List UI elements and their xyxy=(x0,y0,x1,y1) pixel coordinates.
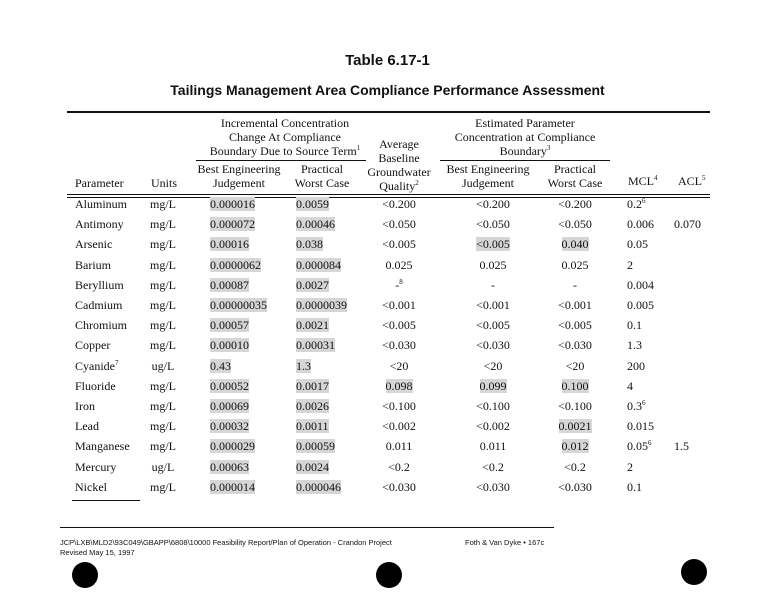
cell-inc-best xyxy=(210,237,290,251)
cell-inc-worst xyxy=(296,399,358,413)
cell-mcl-value: 0.006 xyxy=(627,217,654,231)
cell-baseline xyxy=(360,318,438,332)
cell-units xyxy=(143,338,183,352)
cell-est-best xyxy=(448,237,538,251)
header-top-rule xyxy=(67,111,710,113)
cell-baseline-value: <0.100 xyxy=(382,399,416,413)
header-bottom-rule xyxy=(67,194,710,195)
cell-mcl-value: 0.004 xyxy=(627,278,654,292)
cell-inc-worst-value: 0.00046 xyxy=(296,217,335,231)
cell-parameter xyxy=(75,338,145,352)
cell-mcl xyxy=(627,480,667,494)
cell-baseline xyxy=(360,439,438,453)
cell-inc-best xyxy=(210,399,290,413)
cell-baseline-value: 0.011 xyxy=(385,439,413,453)
cell-inc-best xyxy=(210,197,290,211)
cell-units-value: mg/L xyxy=(150,338,176,352)
cell-inc-best-value: 0.000029 xyxy=(210,439,255,453)
cell-mcl-value: 0.1 xyxy=(627,318,642,332)
cell-baseline-value: <0.030 xyxy=(382,338,416,352)
cell-parameter-value: Barium xyxy=(75,258,111,272)
cell-inc-worst xyxy=(296,298,358,312)
cell-units-value: mg/L xyxy=(150,278,176,292)
cell-mcl xyxy=(627,399,667,413)
cell-baseline xyxy=(360,237,438,251)
cell-mcl xyxy=(627,197,667,211)
cell-baseline xyxy=(360,379,438,393)
cell-baseline-value: <0.005 xyxy=(382,237,416,251)
cell-est-best xyxy=(448,298,538,312)
table-end-rule xyxy=(72,500,140,501)
cell-mcl xyxy=(627,278,667,292)
cell-est-worst-value: <0.050 xyxy=(558,217,592,231)
cell-mcl xyxy=(627,419,667,433)
cell-baseline-value: - xyxy=(395,278,400,292)
cell-est-best xyxy=(448,419,538,433)
cell-mcl xyxy=(627,460,667,474)
cell-mcl-value: 0.05 xyxy=(627,237,648,251)
cell-units xyxy=(143,480,183,494)
cell-inc-best-value: 0.00052 xyxy=(210,379,249,393)
cell-parameter-value: Cadmium xyxy=(75,298,123,312)
cell-parameter xyxy=(75,359,145,373)
cell-mcl xyxy=(627,298,667,312)
cell-est-best xyxy=(448,258,538,272)
cell-inc-worst xyxy=(296,460,358,474)
header-estimated-group xyxy=(440,116,610,158)
binder-hole-left xyxy=(72,562,98,588)
cell-inc-best xyxy=(210,318,290,332)
cell-mcl xyxy=(627,359,667,373)
cell-units-value: mg/L xyxy=(150,298,176,312)
cell-inc-best-value: 0.0000062 xyxy=(210,258,261,272)
cell-est-worst xyxy=(538,298,612,312)
cell-parameter-value: Arsenic xyxy=(75,237,113,251)
cell-inc-worst xyxy=(296,480,358,494)
cell-parameter xyxy=(75,197,145,211)
cell-est-worst xyxy=(538,379,612,393)
cell-parameter xyxy=(75,379,145,393)
header-average-baseline: Average Baseline Groundwater Quality$^2$ xyxy=(367,137,431,193)
cell-est-best xyxy=(448,197,538,211)
cell-baseline-value: <0.050 xyxy=(382,217,416,231)
cell-est-worst xyxy=(538,359,612,373)
cell-mcl-value: 0.005 xyxy=(627,298,654,312)
cell-est-worst-value: 0.0021 xyxy=(558,419,592,433)
cell-inc-worst-value: 0.0011 xyxy=(296,419,329,433)
cell-est-best-value: - xyxy=(491,278,495,292)
cell-units-value: mg/L xyxy=(150,379,176,393)
cell-est-best xyxy=(448,359,538,373)
cell-inc-worst-value: 0.0021 xyxy=(296,318,329,332)
cell-baseline-value: <0.002 xyxy=(382,419,416,433)
cell-inc-worst xyxy=(296,439,358,453)
cell-inc-worst-value: 1.3 xyxy=(296,359,311,373)
cell-parameter-value: Fluoride xyxy=(75,379,116,393)
cell-baseline-value: <0.001 xyxy=(382,298,416,312)
cell-est-best-value: 0.011 xyxy=(479,439,507,453)
cell-baseline xyxy=(360,399,438,413)
cell-mcl xyxy=(627,237,667,251)
cell-inc-best xyxy=(210,258,290,272)
cell-est-worst-value: 0.025 xyxy=(561,258,589,272)
cell-parameter-value: Chromium xyxy=(75,318,128,332)
cell-inc-best-value: 0.00032 xyxy=(210,419,249,433)
cell-baseline xyxy=(360,298,438,312)
header-incremental-line1: Incremental Concentration xyxy=(220,116,350,130)
cell-est-worst xyxy=(538,258,612,272)
cell-est-worst-value: 0.040 xyxy=(561,237,589,251)
cell-est-best xyxy=(448,399,538,413)
table-title: Table 6.17-1 xyxy=(345,52,430,69)
cell-baseline-footnote: 8 xyxy=(399,278,403,286)
cell-baseline-value: <0.200 xyxy=(382,197,416,211)
cell-inc-worst xyxy=(296,197,358,211)
cell-mcl-value: 0.015 xyxy=(627,419,654,433)
cell-units-value: mg/L xyxy=(150,480,176,494)
cell-baseline xyxy=(360,197,438,211)
cell-inc-best-value: 0.00016 xyxy=(210,237,249,251)
cell-mcl-footnote: 6 xyxy=(642,197,646,205)
cell-inc-worst-value: 0.0059 xyxy=(296,197,329,211)
cell-inc-worst-value: 0.00059 xyxy=(296,439,335,453)
cell-units xyxy=(143,258,183,272)
cell-inc-best-value: 0.000016 xyxy=(210,197,255,211)
cell-inc-best xyxy=(210,419,290,433)
cell-parameter-value: Beryllium xyxy=(75,278,124,292)
cell-baseline-value: 0.025 xyxy=(385,258,413,272)
cell-est-best xyxy=(448,439,538,453)
cell-parameter-value: Iron xyxy=(75,399,95,413)
cell-est-worst xyxy=(538,278,612,292)
footer-right: Foth & Van Dyke • 167c xyxy=(465,538,545,547)
cell-units-value: ug/L xyxy=(151,359,175,373)
cell-est-worst-value: 0.100 xyxy=(561,379,589,393)
cell-inc-best-value: 0.000014 xyxy=(210,480,255,494)
cell-units-value: mg/L xyxy=(150,419,176,433)
cell-units xyxy=(143,460,183,474)
cell-parameter xyxy=(75,419,145,433)
cell-est-best-value: <0.002 xyxy=(476,419,510,433)
cell-units-value: mg/L xyxy=(150,237,176,251)
cell-baseline-value: <0.2 xyxy=(388,460,410,474)
cell-est-best-value: <0.001 xyxy=(476,298,510,312)
cell-inc-best-value: 0.43 xyxy=(210,359,231,373)
cell-inc-worst xyxy=(296,359,358,373)
cell-inc-best xyxy=(210,460,290,474)
cell-inc-worst xyxy=(296,318,358,332)
cell-units xyxy=(143,197,183,211)
cell-est-best-value: <20 xyxy=(483,359,503,373)
cell-est-best xyxy=(448,480,538,494)
cell-inc-best-value: 0.00063 xyxy=(210,460,249,474)
cell-parameter xyxy=(75,217,145,231)
header-estimated-line1: Estimated Parameter xyxy=(475,116,575,130)
cell-inc-worst xyxy=(296,217,358,231)
cell-est-worst-value: <0.001 xyxy=(558,298,592,312)
cell-units xyxy=(143,379,183,393)
cell-inc-best xyxy=(210,217,290,231)
cell-mcl xyxy=(627,439,667,453)
cell-units xyxy=(143,237,183,251)
cell-parameter-value: Aluminum xyxy=(75,197,128,211)
cell-inc-worst-value: 0.0024 xyxy=(296,460,329,474)
cell-units xyxy=(143,359,183,373)
cell-est-worst-value: <20 xyxy=(565,359,585,373)
cell-baseline xyxy=(360,338,438,352)
cell-inc-best xyxy=(210,338,290,352)
cell-baseline xyxy=(360,278,438,292)
cell-units xyxy=(143,399,183,413)
cell-mcl-footnote: 6 xyxy=(648,439,652,447)
cell-inc-worst-value: 0.000046 xyxy=(296,480,341,494)
cell-inc-best-value: 0.000072 xyxy=(210,217,255,231)
header-estimated-line2: Concentration at Compliance xyxy=(454,130,596,144)
cell-baseline xyxy=(360,217,438,231)
cell-est-worst xyxy=(538,338,612,352)
cell-est-best-value: <0.005 xyxy=(476,318,510,332)
cell-mcl-value: 0.1 xyxy=(627,480,642,494)
cell-est-worst-value: 0.012 xyxy=(561,439,589,453)
footer-revised: Revised May 15, 1997 xyxy=(60,548,135,557)
cell-est-best-value: <0.005 xyxy=(476,237,510,251)
cell-est-best xyxy=(448,278,538,292)
cell-parameter xyxy=(75,318,145,332)
cell-inc-best-value: 0.00010 xyxy=(210,338,249,352)
cell-units xyxy=(143,419,183,433)
cell-parameter-value: Cyanide xyxy=(75,359,115,373)
cell-units xyxy=(143,217,183,231)
cell-parameter xyxy=(75,460,145,474)
cell-est-worst xyxy=(538,480,612,494)
cell-inc-best xyxy=(210,298,290,312)
cell-units-value: mg/L xyxy=(150,197,176,211)
table-subtitle: Tailings Management Area Compliance Performance Assessment xyxy=(170,82,605,98)
cell-units xyxy=(143,439,183,453)
cell-inc-best-value: 0.00087 xyxy=(210,278,249,292)
header-est-best-engineering: Best Engineering Judgement xyxy=(446,162,530,190)
cell-est-best-value: <0.030 xyxy=(476,338,510,352)
cell-inc-best-value: 0.00057 xyxy=(210,318,249,332)
cell-inc-worst-value: 0.0027 xyxy=(296,278,329,292)
cell-inc-worst xyxy=(296,278,358,292)
header-estimated-line3: Boundary$^3$ xyxy=(499,144,551,158)
cell-units-value: mg/L xyxy=(150,318,176,332)
cell-parameter-value: Lead xyxy=(75,419,99,433)
cell-mcl xyxy=(627,217,667,231)
cell-mcl-value: 0.2 xyxy=(627,197,642,211)
cell-baseline-value: <20 xyxy=(389,359,409,373)
header-est-practical-worst: Practical Worst Case xyxy=(547,162,603,190)
cell-mcl-value: 1.3 xyxy=(627,338,642,352)
cell-mcl xyxy=(627,258,667,272)
header-incremental-underline xyxy=(196,160,366,161)
cell-est-worst xyxy=(538,237,612,251)
cell-mcl-value: 200 xyxy=(627,359,645,373)
cell-acl xyxy=(674,439,714,453)
binder-hole-center xyxy=(376,562,402,588)
cell-mcl xyxy=(627,379,667,393)
cell-inc-worst xyxy=(296,338,358,352)
cell-mcl-value: 2 xyxy=(627,258,633,272)
cell-baseline-value: <0.005 xyxy=(382,318,416,332)
cell-baseline xyxy=(360,480,438,494)
cell-est-worst xyxy=(538,399,612,413)
cell-inc-best xyxy=(210,439,290,453)
header-mcl: MCL$^4$ xyxy=(628,174,658,188)
cell-mcl-value: 2 xyxy=(627,460,633,474)
cell-inc-worst-value: 0.00031 xyxy=(296,338,335,352)
header-incremental-line2: Change At Compliance xyxy=(229,130,341,144)
cell-est-worst-value: <0.2 xyxy=(564,460,586,474)
header-incremental-group xyxy=(196,116,374,158)
header-parameter: Parameter xyxy=(75,176,124,190)
cell-est-best-value: 0.099 xyxy=(479,379,507,393)
header-estimated-underline xyxy=(440,160,610,161)
cell-parameter-footnote: 7 xyxy=(115,359,119,367)
cell-est-best xyxy=(448,217,538,231)
cell-est-best-value: <0.200 xyxy=(476,197,510,211)
cell-inc-worst-value: 0.038 xyxy=(296,237,323,251)
cell-mcl xyxy=(627,338,667,352)
cell-acl xyxy=(674,217,714,231)
cell-baseline xyxy=(360,419,438,433)
cell-units-value: ug/L xyxy=(151,460,175,474)
cell-est-best-value: <0.100 xyxy=(476,399,510,413)
cell-inc-best-value: 0.00069 xyxy=(210,399,249,413)
cell-est-best xyxy=(448,338,538,352)
cell-parameter xyxy=(75,480,145,494)
cell-est-worst xyxy=(538,460,612,474)
cell-est-worst xyxy=(538,419,612,433)
header-units: Units xyxy=(151,176,178,190)
cell-parameter xyxy=(75,399,145,413)
header-incremental-line3: Boundary Due to Source Term$^1$ xyxy=(209,144,361,158)
cell-est-best xyxy=(448,460,538,474)
header-inc-practical-worst: Practical Worst Case xyxy=(294,162,350,190)
cell-parameter-value: Antimony xyxy=(75,217,124,231)
cell-parameter xyxy=(75,258,145,272)
cell-parameter xyxy=(75,439,145,453)
cell-inc-worst xyxy=(296,379,358,393)
cell-inc-worst xyxy=(296,258,358,272)
cell-mcl-value: 0.3 xyxy=(627,399,642,413)
cell-units-value: mg/L xyxy=(150,439,176,453)
cell-est-worst xyxy=(538,318,612,332)
cell-parameter xyxy=(75,298,145,312)
cell-baseline-value: 0.098 xyxy=(385,379,413,393)
cell-mcl-value: 4 xyxy=(627,379,633,393)
cell-est-best xyxy=(448,318,538,332)
cell-units-value: mg/L xyxy=(150,258,176,272)
cell-inc-worst xyxy=(296,237,358,251)
cell-parameter-value: Copper xyxy=(75,338,111,352)
cell-parameter xyxy=(75,237,145,251)
cell-est-worst-value: <0.200 xyxy=(558,197,592,211)
footer-rule xyxy=(60,527,554,528)
cell-inc-worst-value: 0.0000039 xyxy=(296,298,347,312)
cell-parameter-value: Nickel xyxy=(75,480,107,494)
cell-mcl-footnote: 6 xyxy=(642,399,646,407)
cell-units xyxy=(143,278,183,292)
cell-est-worst xyxy=(538,439,612,453)
cell-acl-value: 0.070 xyxy=(674,217,701,231)
cell-est-best-value: <0.050 xyxy=(476,217,510,231)
cell-inc-best-value: 0.00000035 xyxy=(210,298,267,312)
cell-baseline xyxy=(360,258,438,272)
cell-parameter xyxy=(75,278,145,292)
cell-inc-best xyxy=(210,379,290,393)
cell-inc-best xyxy=(210,480,290,494)
cell-baseline xyxy=(360,359,438,373)
cell-est-best xyxy=(448,379,538,393)
cell-est-worst xyxy=(538,217,612,231)
cell-units xyxy=(143,318,183,332)
cell-est-best-value: 0.025 xyxy=(479,258,507,272)
header-acl: ACL$^5$ xyxy=(678,174,706,188)
cell-inc-worst-value: 0.0026 xyxy=(296,399,329,413)
cell-units-value: mg/L xyxy=(150,399,176,413)
binder-hole-right xyxy=(681,559,707,585)
cell-est-worst-value: - xyxy=(573,278,577,292)
cell-parameter-value: Mercury xyxy=(75,460,117,474)
cell-units-value: mg/L xyxy=(150,217,176,231)
cell-est-worst xyxy=(538,197,612,211)
cell-inc-best xyxy=(210,359,290,373)
cell-baseline-value: <0.030 xyxy=(382,480,416,494)
cell-acl-value: 1.5 xyxy=(674,439,689,453)
cell-parameter-value: Manganese xyxy=(75,439,130,453)
cell-mcl xyxy=(627,318,667,332)
cell-units xyxy=(143,298,183,312)
cell-baseline xyxy=(360,460,438,474)
cell-inc-best xyxy=(210,278,290,292)
cell-est-worst-value: <0.030 xyxy=(558,480,592,494)
footer-path: JCP\LXB\MLD2\93C049\GBAPP\6808\10000 Feasibility Report/Plan of Operation - Crandon Project xyxy=(60,538,392,547)
cell-est-worst-value: <0.030 xyxy=(558,338,592,352)
cell-mcl-value: 0.05 xyxy=(627,439,648,453)
cell-inc-worst-value: 0.0017 xyxy=(296,379,329,393)
cell-est-best-value: <0.2 xyxy=(482,460,504,474)
cell-inc-worst xyxy=(296,419,358,433)
cell-est-best-value: <0.030 xyxy=(476,480,510,494)
cell-est-worst-value: <0.005 xyxy=(558,318,592,332)
cell-est-worst-value: <0.100 xyxy=(558,399,592,413)
cell-inc-worst-value: 0.000084 xyxy=(296,258,341,272)
header-inc-best-engineering: Best Engineering Judgement xyxy=(197,162,281,190)
